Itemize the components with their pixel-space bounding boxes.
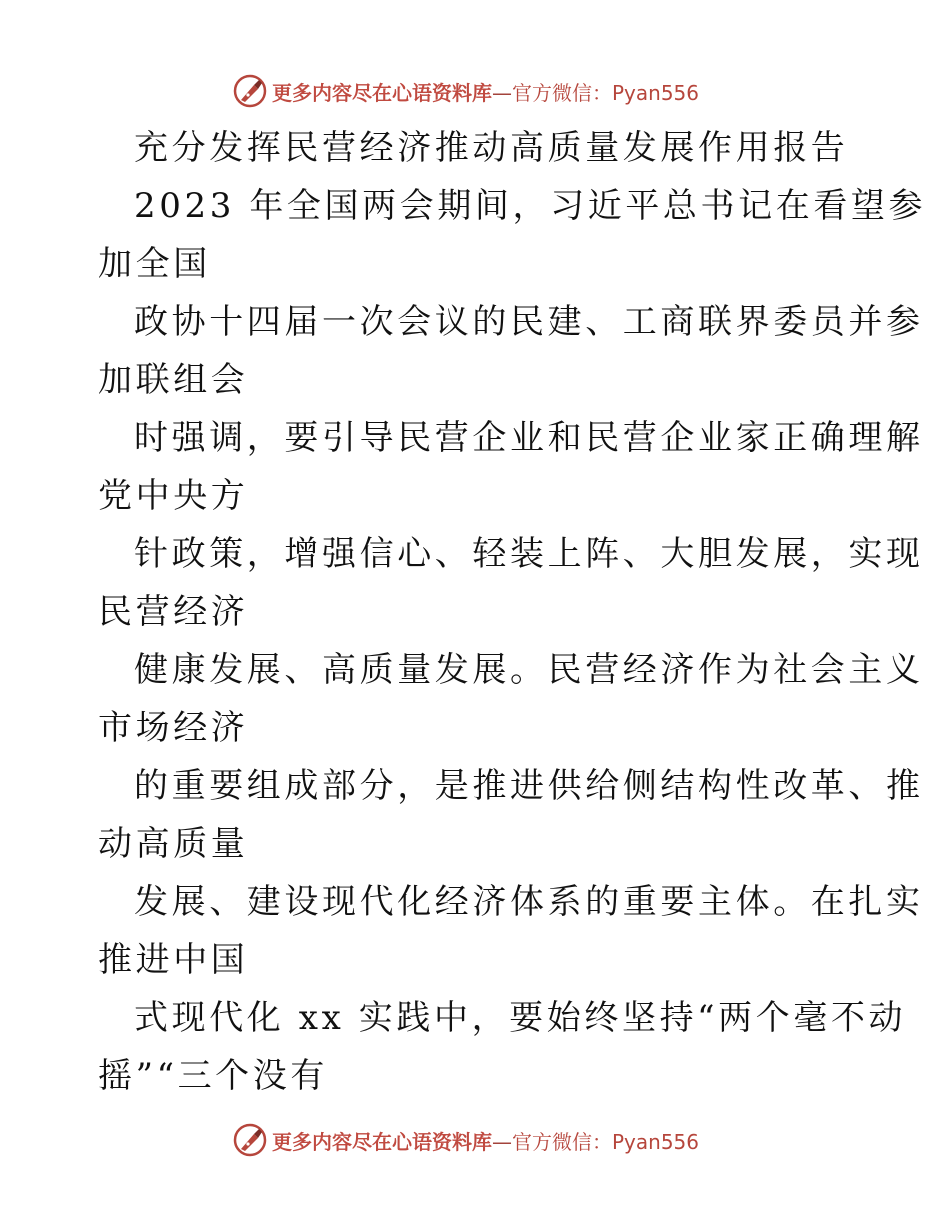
body-line: 党中央方: [98, 476, 249, 516]
body-line: 健康发展、高质量发展。民营经济作为社会主义: [134, 650, 924, 690]
watermark-main-text: 更多内容尽在心语资料库: [272, 80, 492, 105]
pen-nib-circle-icon: [232, 73, 268, 109]
body-line: 民营经济: [98, 592, 249, 632]
body-line: 市场经济: [98, 708, 249, 748]
body-line: 加联组会: [98, 360, 249, 400]
body-line: 加全国: [98, 244, 211, 284]
watermark-contact-text: 官方微信：Pyan556: [512, 1129, 700, 1154]
body-line: 发展、建设现代化经济体系的重要主体。在扎实: [134, 882, 924, 922]
pen-nib-circle-icon: [232, 1122, 268, 1158]
watermark-contact-text: 官方微信：Pyan556: [512, 80, 700, 105]
document-title: 充分发挥民营经济推动高质量发展作用报告: [134, 128, 849, 168]
watermark-main-text: 更多内容尽在心语资料库: [272, 1129, 492, 1154]
body-line: 2023 年全国两会期间，习近平总书记在看望参: [134, 186, 927, 226]
body-line: 式现代化 xx 实践中，要始终坚持“两个毫不动: [134, 998, 907, 1038]
body-line: 动高质量: [98, 824, 249, 864]
body-line: 时强调，要引导民营企业和民营企业家正确理解: [134, 418, 924, 458]
watermark-dash: —: [492, 80, 512, 105]
body-line: 针政策，增强信心、轻装上阵、大胆发展，实现: [134, 534, 924, 574]
body-line: 政协十四届一次会议的民建、工商联界委员并参: [134, 302, 924, 342]
watermark-dash: —: [492, 1129, 512, 1154]
footer-watermark: [232, 1120, 752, 1160]
body-line: 摇”“三个没有: [98, 1056, 328, 1096]
body-line: 推进中国: [98, 940, 249, 980]
header-watermark: [232, 71, 752, 111]
body-line: 的重要组成部分，是推进供给侧结构性改革、推: [134, 766, 924, 806]
